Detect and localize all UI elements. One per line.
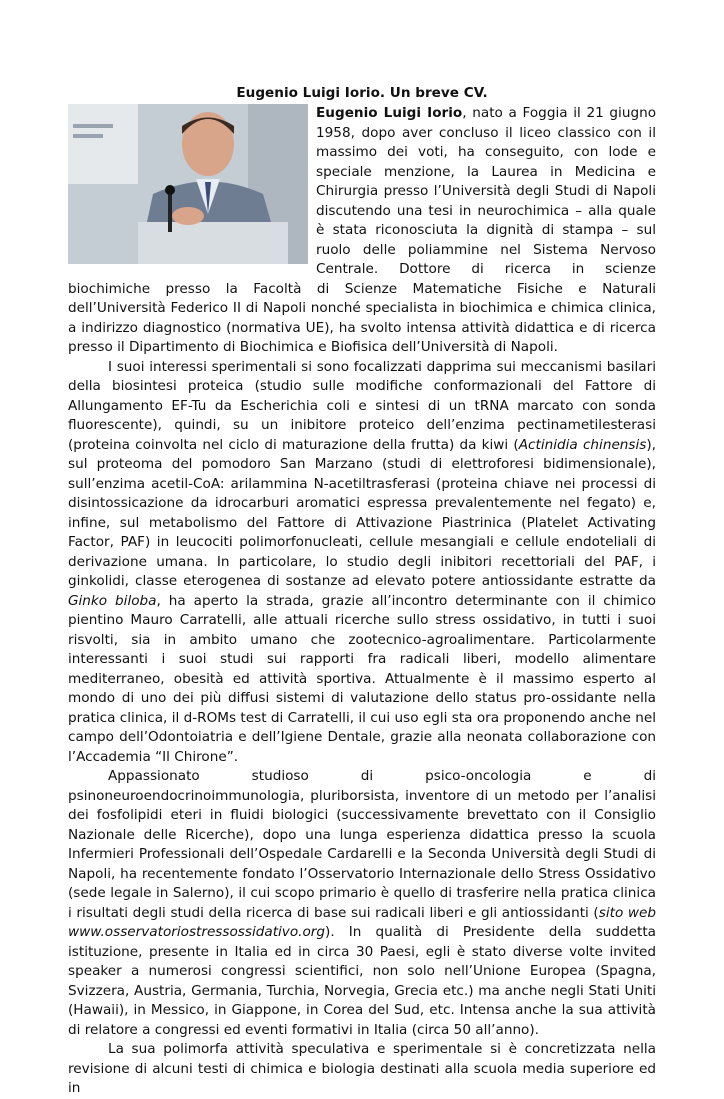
- portrait-photo-icon: [68, 104, 308, 264]
- paragraph-1: , nato a Foggia il 21 giugno 1958, dopo aver concluso il liceo classico con il massimo dei voti, ha conseguito, con lode e speciale menzione, la Laurea in Medicina e Chirurgia presso l’Università degli Studi di Napoli discutendo una tesi in neurochimica – alla quale è stata riconosciuta la dignità di stampa – sul ruolo delle poliammine nel Sistema Nervoso Centrale. Dottore di ricerca in scienze biochimiche presso la Facoltà di Scienze Matematiche Fisiche e Naturali dell’Università Federico II di Napoli nonché specialista in biochimica e chimica clinica, a indirizzo diagnostico (normativa UE), ha svolto intensa attività didattica e di ricerca presso il Dipartimento di Biochimica e Biofisica dell’Università di Napoli.: [68, 105, 657, 355]
- page-title: Eugenio Luigi Iorio. Un breve CV.: [236, 85, 488, 101]
- person-name: Eugenio Luigi Iorio: [316, 105, 463, 121]
- paragraph-3: Appassionato studioso di psico-oncologia e di psinoneuroendocrinoimmunologia, pluriborsista, inventore di un metodo per l’analisi dei fosfolipidi eteri in fluidi biologici (successivamente brevettato con il Consiglio Nazionale delle Ricerche), dopo una lunga esperienza didattica presso la scuola Infermieri Professionali dell’Ospedale Cardarelli e la Seconda Università degli Studi di Napoli, ha recentemente fondato l’Osservatorio Internazionale dello Stress Ossidativo (sede legale in Salerno), il cui scopo primario è quello di trasferire nella pratica clinica i risultati degli studi della ricerca di base sui radicali liberi e gli antiossidanti (sito web www.osservatoriostressossidativo.org). In qualità di Presidente della suddetta istituzione, presente in Italia ed in circa 30 Paesi, egli è stato diverse volte invited speaker a numerosi congressi scientifici, non solo nell’Unione Europea (Spagna, Svizzera, Austria, Germania, Turchia, Norvegia, Grecia etc.) ma anche negli Stati Uniti (Hawaii), in Messico, in Giappone, in Corea del Sud, etc. Intensa anche la sua attività di relatore a congressi ed eventi formativi in Italia (circa 50 all’anno).: [68, 768, 656, 1038]
- paragraph-2: I suoi interessi sperimentali si sono focalizzati dapprima sui meccanismi basilari della biosintesi proteica (studio sulle modifiche conformazionali del Fattore di Allungamento EF-Tu da Escherichia coli e sintesi di un tRNA marcato con sonda fluorescente), quindi, su un inibitore proteico dell’enzima pectinametilesterasi (proteina coinvolta nel ciclo di maturazione della frutta) da kiwi (Actinidia chinensis), sul proteoma del pomodoro San Marzano (studi di elettroforesi bidimensionale), sull’enzima acetil-CoA: arilammina N-acetiltrasferasi (proteina chiave nei processi di disintossicazione da idrocarburi aromatici espressa prevalentemente nel fegato) e, infine, sul metabolismo del Fattore di Attivazione Piastrinica (Platelet Activating Factor, PAF) in leucociti polimorfonucleati, cellule mesangiali e cellule endoteliali di derivazione umana. In particolare, lo studio degli inibitori recettoriali del PAF, i ginkolidi, classe eterogenea di sostanze ad elevato potere antiossidante estratte da Ginko biloba, ha aperto la strada, grazie all’incontro determinante con il chimico pientino Mauro Carratelli, alle attuali ricerche sullo stress ossidativo, in tutti i suoi risvolti, sia in ambito umano che zootecnico-agroalimentare. Particolarmente interessanti i suoi studi sui rapporti fra radicali liberi, modello alimentare mediterraneo, obesità ed attività sportiva. Attualmente è il massimo esperto al mondo di uno dei più diffusi sistemi di valutazione dello status pro-ossidante nella pratica clinica, il d-ROMs test di Carratelli, il cui uso egli sta ora proponendo anche nel campo dell’Odontoiatria e dell’Igiene Dentale, grazie alla neonata collaborazione con l’Accademia “Il Chirone”.: [68, 358, 656, 765]
- portrait-photo: [68, 104, 308, 264]
- cv-body: [68, 104, 656, 1099]
- paragraph-4: La sua polimorfa attività speculativa e sperimentale si è concretizzata nella revisione di alcuni testi di chimica e biologia destinati alla scuola media superiore ed in: [68, 1041, 656, 1096]
